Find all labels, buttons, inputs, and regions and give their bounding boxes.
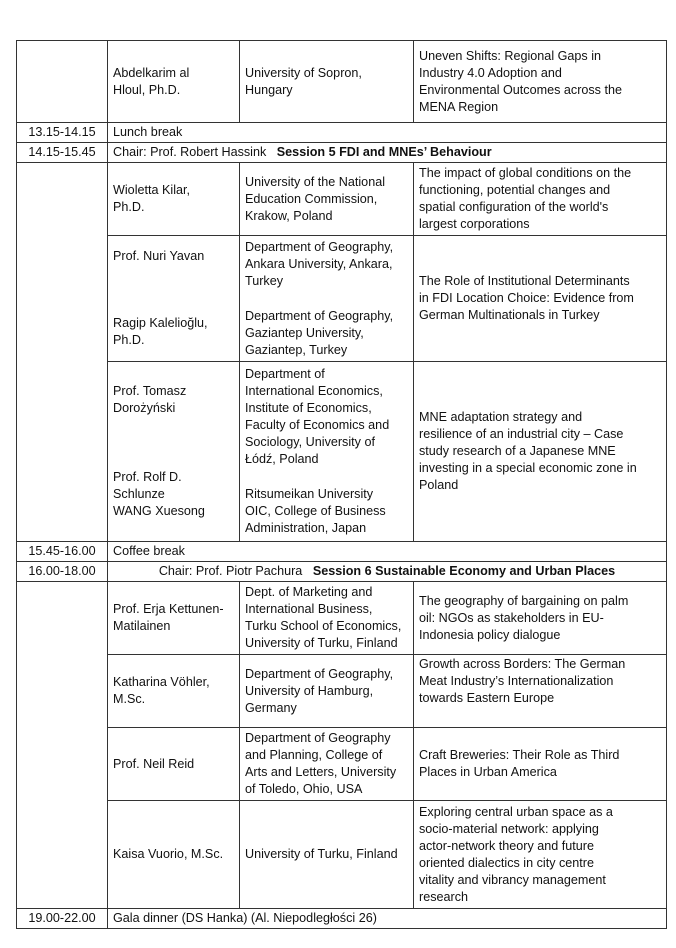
table-row — [17, 655, 667, 728]
speaker-cell: Wioletta Kilar, Ph.D. — [108, 163, 240, 236]
speaker-name: Prof. Rolf D. Schlunze WANG Xuesong — [113, 470, 205, 518]
table-row-lunch — [17, 123, 667, 143]
talk-title-cell: Growth across Borders: The German Meat Industry’s Internationalization towards Eastern Europe — [414, 655, 667, 728]
schedule-table — [16, 40, 667, 929]
table-row — [17, 801, 667, 909]
time-cell: 13.15-14.15 — [17, 123, 108, 143]
speaker-name: Prof. Tomasz Dorożyński — [113, 384, 187, 415]
table-row — [17, 163, 667, 236]
table-row-coffee — [17, 542, 667, 562]
affiliation-cell — [240, 236, 414, 362]
table-row — [17, 41, 667, 123]
time-cell — [17, 163, 108, 542]
session-header — [108, 562, 667, 582]
talk-title-cell: Uneven Shifts: Regional Gaps in Industry 4.0 Adoption and Environmental Outcomes across the MENA Region — [414, 41, 667, 123]
programme-page — [16, 40, 666, 929]
time-cell — [17, 41, 108, 123]
affiliation-cell: Department of Geography and Planning, College of Arts and Letters, University of Toledo, Ohio, USA — [240, 728, 414, 801]
event-label: Gala dinner (DS Hanka) (Al. Niepodległości 26) — [108, 909, 667, 929]
table-row-session-6 — [17, 562, 667, 582]
table-row — [17, 362, 667, 542]
chair-label: Chair: Prof. Robert Hassink — [113, 145, 267, 159]
time-cell: 16.00-18.00 — [17, 562, 108, 582]
affiliation-text: Department of Geography, Ankara University, Ankara, Turkey — [245, 239, 394, 288]
talk-title-cell: Craft Breweries: Their Role as Third Places in Urban America — [414, 728, 667, 801]
speaker-cell: Katharina Vöhler, M.Sc. — [108, 655, 240, 728]
talk-title-cell: MNE adaptation strategy and resilience of an industrial city – Case study research of a Japanese MNE investing in a special economic zone in Poland — [414, 362, 667, 542]
table-row — [17, 582, 667, 655]
speaker-name: Ragip Kalelioğlu, Ph.D. — [113, 316, 208, 347]
break-label: Lunch break — [108, 123, 667, 143]
speaker-cell — [108, 362, 240, 542]
speaker-cell: Abdelkarim al Hloul, Ph.D. — [108, 41, 240, 123]
table-row-gala — [17, 909, 667, 929]
affiliation-cell: Department of Geography, University of Hamburg, Germany — [240, 655, 414, 728]
affiliation-cell: University of Turku, Finland — [240, 801, 414, 909]
time-cell: 14.15-15.45 — [17, 143, 108, 163]
session-title: Session 6 Sustainable Economy and Urban Places — [312, 564, 616, 578]
table-row — [17, 236, 667, 362]
time-cell: 19.00-22.00 — [17, 909, 108, 929]
affiliation-cell: University of the National Education Commission, Krakow, Poland — [240, 163, 414, 236]
time-cell: 15.45-16.00 — [17, 542, 108, 562]
time-cell — [17, 582, 108, 909]
affiliation-text: Department of Geography, Gaziantep University, Gaziantep, Turkey — [245, 308, 394, 357]
table-row — [17, 728, 667, 801]
session-title: Session 5 FDI and MNEs’ Behaviour — [276, 145, 492, 159]
speaker-cell: Prof. Neil Reid — [108, 728, 240, 801]
speaker-cell: Kaisa Vuorio, M.Sc. — [108, 801, 240, 909]
affiliation-text: Ritsumeikan University OIC, College of Business Administration, Japan — [245, 487, 386, 535]
talk-title-cell: Exploring central urban space as a socio-material network: applying actor-network theory and future oriented dialectics in city centre vitality and vibrancy management research — [414, 801, 667, 909]
affiliation-cell: University of Sopron, Hungary — [240, 41, 414, 123]
break-label: Coffee break — [108, 542, 667, 562]
chair-label: Chair: Prof. Piotr Pachura — [158, 564, 303, 578]
affiliation-cell — [240, 362, 414, 542]
speaker-cell: Prof. Erja Kettunen- Matilainen — [108, 582, 240, 655]
speaker-name: Prof. Nuri Yavan — [113, 249, 205, 263]
speaker-cell — [108, 236, 240, 362]
affiliation-cell: Dept. of Marketing and International Business, Turku School of Economics, University of Turku, Finland — [240, 582, 414, 655]
talk-title-cell: The Role of Institutional Determinants in FDI Location Choice: Evidence from German Multinationals in Turkey — [414, 236, 667, 362]
session-header — [108, 143, 667, 163]
table-row-session-5 — [17, 143, 667, 163]
affiliation-text: Department of International Economics, Institute of Economics, Faculty of Economics and Sociology, University of Łódź, Poland — [245, 367, 390, 466]
talk-title-cell: The geography of bargaining on palm oil: NGOs as stakeholders in EU- Indonesia policy dialogue — [414, 582, 667, 655]
talk-title-cell: The impact of global conditions on the functioning, potential changes and spatial configuration of the world's largest corporations — [414, 163, 667, 236]
